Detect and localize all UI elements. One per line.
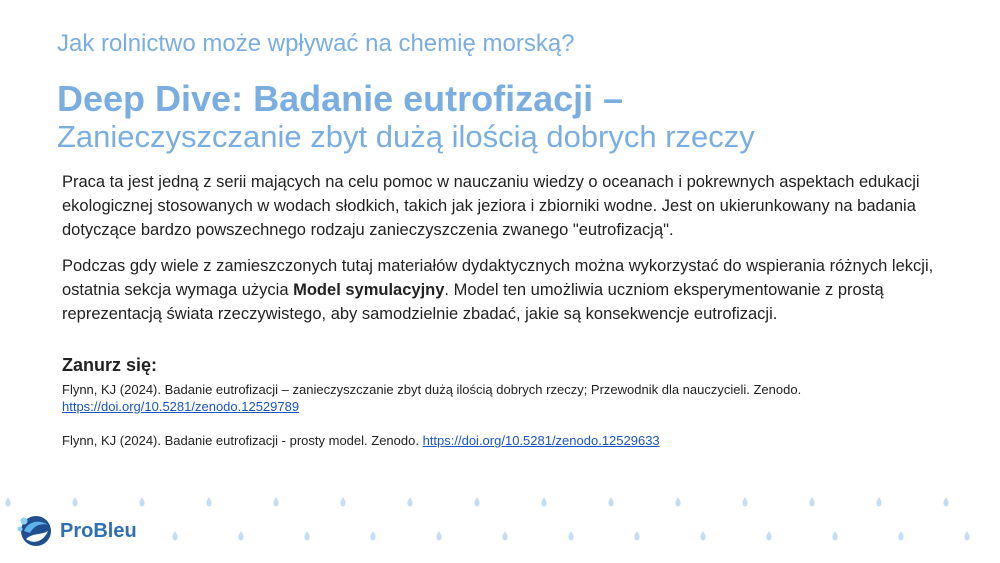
body-paragraph-2	[62, 254, 962, 326]
slide-question: Jak rolnictwo może wpływać na chemię morską?	[57, 30, 575, 57]
droplet-shape	[742, 498, 747, 507]
reference-1-link[interactable]: https://doi.org/10.5281/zenodo.12529789	[62, 398, 300, 414]
droplet-shape	[608, 498, 613, 507]
droplet-shape	[541, 498, 546, 507]
droplet-shape	[832, 532, 837, 541]
droplet-shape	[5, 498, 10, 507]
body-paragraph-1: Praca ta jest jedną z serii mających na celu pomoc w nauczaniu wiedzy o oceanach i pokrewnych aspektach edukacji ekologicznej stosowanych w wodach słodkich, takich jak jeziora i zbiorniki wodne. Jest on ukierunkowany na badania dotyczące bardzo powszechnego rodzaju zanieczyszczenia zwanego "eutrofizacją".	[62, 173, 920, 239]
droplet-shape	[964, 532, 969, 541]
droplet-shape	[206, 498, 211, 507]
droplet-shape	[766, 532, 771, 541]
droplet-shape	[304, 532, 309, 541]
droplet-shape	[568, 532, 573, 541]
slide-title: Deep Dive: Badanie eutrofizacji –	[57, 78, 624, 119]
droplet-shape	[943, 498, 948, 507]
reference-1	[62, 382, 942, 415]
droplet-shape	[502, 532, 507, 541]
droplet-shape	[172, 532, 177, 541]
decorative-droplet-pattern	[0, 492, 1000, 552]
droplet-shape	[238, 532, 243, 541]
body-paragraph-2-start: Podczas gdy wiele z zamieszczonych tutaj materiałów dydaktycznych można wykorzystać do wspierania różnych lekcji, ostatnia sekcja wymaga użycia	[62, 257, 934, 299]
reference-2	[62, 433, 942, 450]
droplet-shape	[700, 532, 705, 541]
droplet-shape	[340, 498, 345, 507]
droplet-shape	[474, 498, 479, 507]
references	[62, 382, 942, 468]
reference-2-link[interactable]: https://doi.org/10.5281/zenodo.12529633	[422, 433, 660, 448]
droplet-shape	[898, 532, 903, 541]
reference-1-text: Flynn, KJ (2024). Badanie eutrofizacji – zanieczyszczanie zbyt dużą ilością dobrych rzeczy; Przewodnik dla nauczycieli. Zenodo.	[62, 382, 802, 397]
probleu-logo-icon	[16, 513, 54, 549]
slide-title-subtitle: Zanieczyszczanie zbyt dużą ilością dobrych rzeczy	[57, 119, 755, 154]
probleu-logo-text: ProBleu	[60, 519, 137, 542]
droplet-shape	[139, 498, 144, 507]
droplet-shape	[273, 498, 278, 507]
droplet-shape	[407, 498, 412, 507]
simulation-model-emphasis: Model symulacyjny	[293, 281, 445, 299]
body-paragraph-2-end: . Model ten umożliwia uczniom eksperymentowanie z prostą reprezentacją świata rzeczywistego, aby samodzielnie zbadać, jakie są konsekwencje eutrofizacji.	[62, 281, 884, 323]
droplet-shape	[675, 498, 680, 507]
droplet-shape	[370, 532, 375, 541]
probleu-logo	[16, 513, 137, 549]
droplet-shape	[876, 498, 881, 507]
reference-2-text: Flynn, KJ (2024). Badanie eutrofizacji - prosty model. Zenodo.	[62, 433, 423, 448]
droplet-shape	[809, 498, 814, 507]
droplet-shape	[436, 532, 441, 541]
slide-body	[62, 170, 962, 338]
droplet-shape	[634, 532, 639, 541]
droplet-shape	[72, 498, 77, 507]
deep-dive-heading: Zanurz się:	[62, 355, 158, 375]
